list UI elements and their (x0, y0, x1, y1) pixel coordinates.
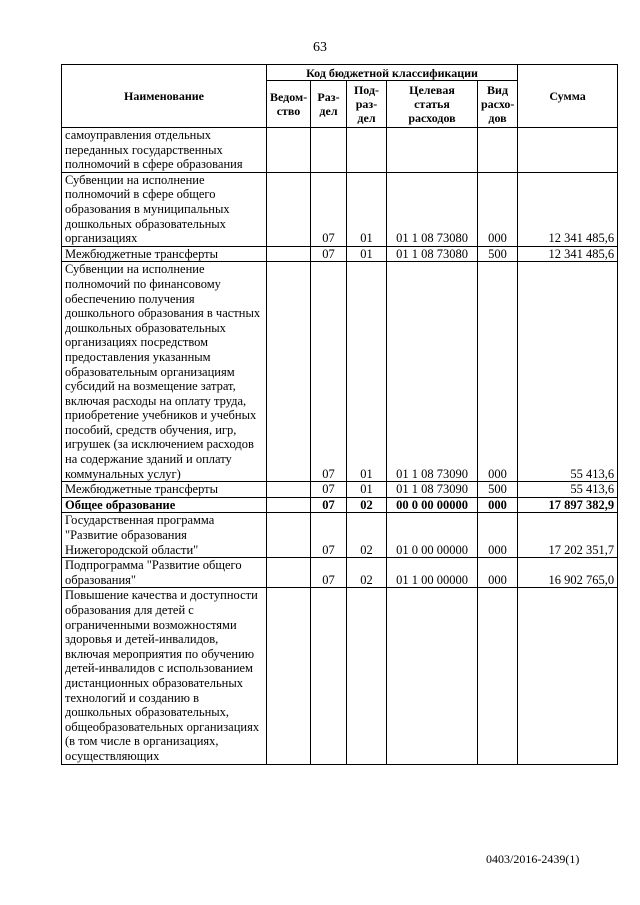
row-podrazdel: 01 (347, 482, 387, 498)
row-vedomstvo (267, 128, 311, 173)
row-name: Повышение качества и доступности образования для детей с ограниченными возможностями здоровья и детей-инвалидов, включая мероприятия по обучению детей-инвалидов с использованием дистанционных образовательных технологий и созданию в дошкольных образовательных, общеобразовательных организациях (в том числе в организациях, осуществляющих (62, 588, 267, 764)
table-row (62, 497, 618, 513)
row-summa: 17 202 351,7 (518, 513, 618, 558)
table-row (62, 128, 618, 173)
row-name: Государственная программа "Развитие образования Нижегородской области" (62, 513, 267, 558)
header-name: Наименование (62, 65, 267, 128)
row-statya: 01 1 08 73090 (387, 482, 478, 498)
row-vid (478, 128, 518, 173)
row-vedomstvo (267, 262, 311, 482)
row-vid: 000 (478, 497, 518, 513)
row-summa: 12 341 485,6 (518, 172, 618, 246)
table-header (62, 65, 618, 128)
row-name: самоуправления отдельных переданных государственных полномочий в сфере образования (62, 128, 267, 173)
row-vid: 000 (478, 558, 518, 588)
row-statya (387, 128, 478, 173)
row-razdel: 07 (311, 558, 347, 588)
table-row (62, 482, 618, 498)
header-summa: Сумма (518, 65, 618, 128)
budget-table (61, 64, 618, 765)
table-row (62, 172, 618, 246)
header-code-group: Код бюджетной классификации (267, 65, 518, 81)
row-razdel: 07 (311, 246, 347, 262)
row-podrazdel: 01 (347, 172, 387, 246)
row-vedomstvo (267, 497, 311, 513)
header-vedomstvo: Ведом-ство (267, 81, 311, 128)
row-summa: 17 897 382,9 (518, 497, 618, 513)
row-podrazdel: 02 (347, 497, 387, 513)
row-statya: 01 1 08 73090 (387, 262, 478, 482)
row-razdel: 07 (311, 513, 347, 558)
row-razdel: 07 (311, 497, 347, 513)
row-podrazdel (347, 588, 387, 764)
row-summa (518, 128, 618, 173)
header-vid-rashodov: Вид расхо-дов (478, 81, 518, 128)
row-podrazdel: 01 (347, 246, 387, 262)
row-vid: 500 (478, 482, 518, 498)
row-name: Подпрограмма "Развитие общего образования" (62, 558, 267, 588)
header-razdel: Раз-дел (311, 81, 347, 128)
table-row (62, 558, 618, 588)
row-vedomstvo (267, 558, 311, 588)
row-name: Межбюджетные трансферты (62, 482, 267, 498)
row-summa: 12 341 485,6 (518, 246, 618, 262)
row-vid (478, 588, 518, 764)
row-podrazdel (347, 128, 387, 173)
row-name: Субвенции на исполнение полномочий в сфере общего образования в муниципальных дошкольных образовательных организациях (62, 172, 267, 246)
row-vid: 000 (478, 172, 518, 246)
row-razdel (311, 588, 347, 764)
row-podrazdel: 02 (347, 513, 387, 558)
row-razdel: 07 (311, 262, 347, 482)
row-statya: 01 0 00 00000 (387, 513, 478, 558)
row-name: Субвенции на исполнение полномочий по финансовому обеспечению получения дошкольного образования в частных дошкольных образовательных организациях посредством предоставления указанным образовательным организациям субсидий на возмещение затрат, включая расходы на оплату труда, приобретение учебников и учебных пособий, средств обучения, игр, игрушек (за исключением расходов на содержание зданий и оплату коммунальных услуг) (62, 262, 267, 482)
row-name: Межбюджетные трансферты (62, 246, 267, 262)
row-podrazdel: 02 (347, 558, 387, 588)
table-row (62, 262, 618, 482)
table-row (62, 513, 618, 558)
row-vid: 500 (478, 246, 518, 262)
table-row (62, 246, 618, 262)
row-statya: 01 1 00 00000 (387, 558, 478, 588)
page-number: 63 (313, 40, 327, 55)
row-summa: 16 902 765,0 (518, 558, 618, 588)
row-statya: 01 1 08 73080 (387, 172, 478, 246)
row-razdel (311, 128, 347, 173)
row-vedomstvo (267, 513, 311, 558)
row-razdel: 07 (311, 482, 347, 498)
row-statya: 01 1 08 73080 (387, 246, 478, 262)
row-summa: 55 413,6 (518, 262, 618, 482)
document-code: 0403/2016-2439(1) (486, 852, 580, 866)
row-vid: 000 (478, 513, 518, 558)
row-summa: 55 413,6 (518, 482, 618, 498)
row-name: Общее образование (62, 497, 267, 513)
row-vedomstvo (267, 482, 311, 498)
row-statya (387, 588, 478, 764)
header-celevaya-statya: Целевая статья расходов (387, 81, 478, 128)
row-vid: 000 (478, 262, 518, 482)
row-statya: 00 0 00 00000 (387, 497, 478, 513)
table-row (62, 588, 618, 764)
row-vedomstvo (267, 246, 311, 262)
row-razdel: 07 (311, 172, 347, 246)
row-vedomstvo (267, 588, 311, 764)
row-podrazdel: 01 (347, 262, 387, 482)
row-vedomstvo (267, 172, 311, 246)
row-summa (518, 588, 618, 764)
header-podrazdel: Под-раз-дел (347, 81, 387, 128)
